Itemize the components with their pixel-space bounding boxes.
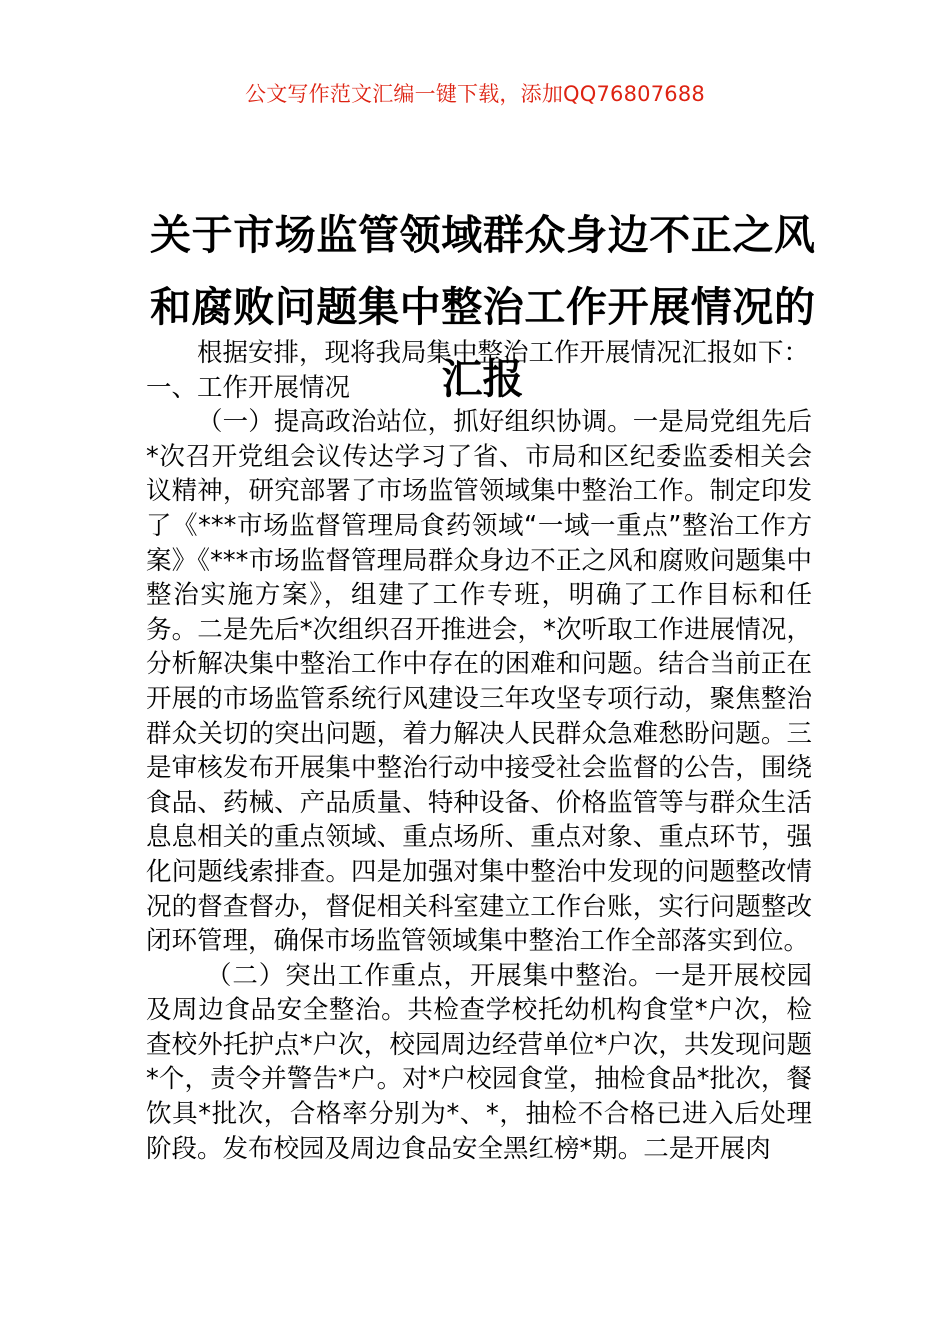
paragraph-section-1-2: （二）突出工作重点，开展集中整治。一是开展校园及周边食品安全整治。共检查学校托幼机构食堂*户次，检查校外托护点*户次，校园周边经营单位*户次，共发现问题*个，责令并警告*户。对*户校园食堂，抽检食品*批次，餐饮具*批次，合格率分别为*、*，抽检不合格已进入后处理阶段。发布校园及周边食品安全黑红榜*期。二是开展肉 xyxy=(146,960,812,1164)
promo-banner-text: 公文写作范文汇编一键下载，添加QQ76807688 xyxy=(245,82,705,106)
document-title: 关于市场监管领域群众身边不正之风和腐败问题集中整治工作开展情况的汇报 xyxy=(150,211,815,404)
paragraph-heading-1: 一、工作开展情况 xyxy=(146,372,351,403)
document-body xyxy=(146,336,812,1166)
paragraph-intro: 根据安排，现将我局集中整治工作开展情况汇报如下： xyxy=(197,338,810,368)
paragraph-section-1-1: （一）提高政治站位，抓好组织协调。一是局党组先后*次召开党组会议传达学习了省、市局和区纪委监委相关会议精神，研究部署了市场监管领域集中整治工作。制定印发了《***市场监督管理局食药领域“一域一重点”整治工作方案》《***市场监督管理局群众身边不正之风和腐败问题集中整治实施方案》，组建了工作专班，明确了工作目标和任务。二是先后*次组织召开推进会，*次听取工作进展情况，分析解决集中整治工作中存在的困难和问题。结合当前正在开展的市场监管系统行风建设三年攻坚专项行动，聚焦整治群众关切的突出问题，着力解决人民群众急难愁盼问题。三是审核发布开展集中整治行动中接受社会监督的公告，围绕食品、药械、产品质量、特种设备、价格监管等与群众生活息息相关的重点领域、重点场所、重点对象、重点环节，强化问题线索排查。四是加强对集中整治中发现的问题整改情况的督查督办，督促相关科室建立工作台账，实行问题整改闭环管理，确保市场监管领域集中整治工作全部落实到位。 xyxy=(146,407,812,957)
